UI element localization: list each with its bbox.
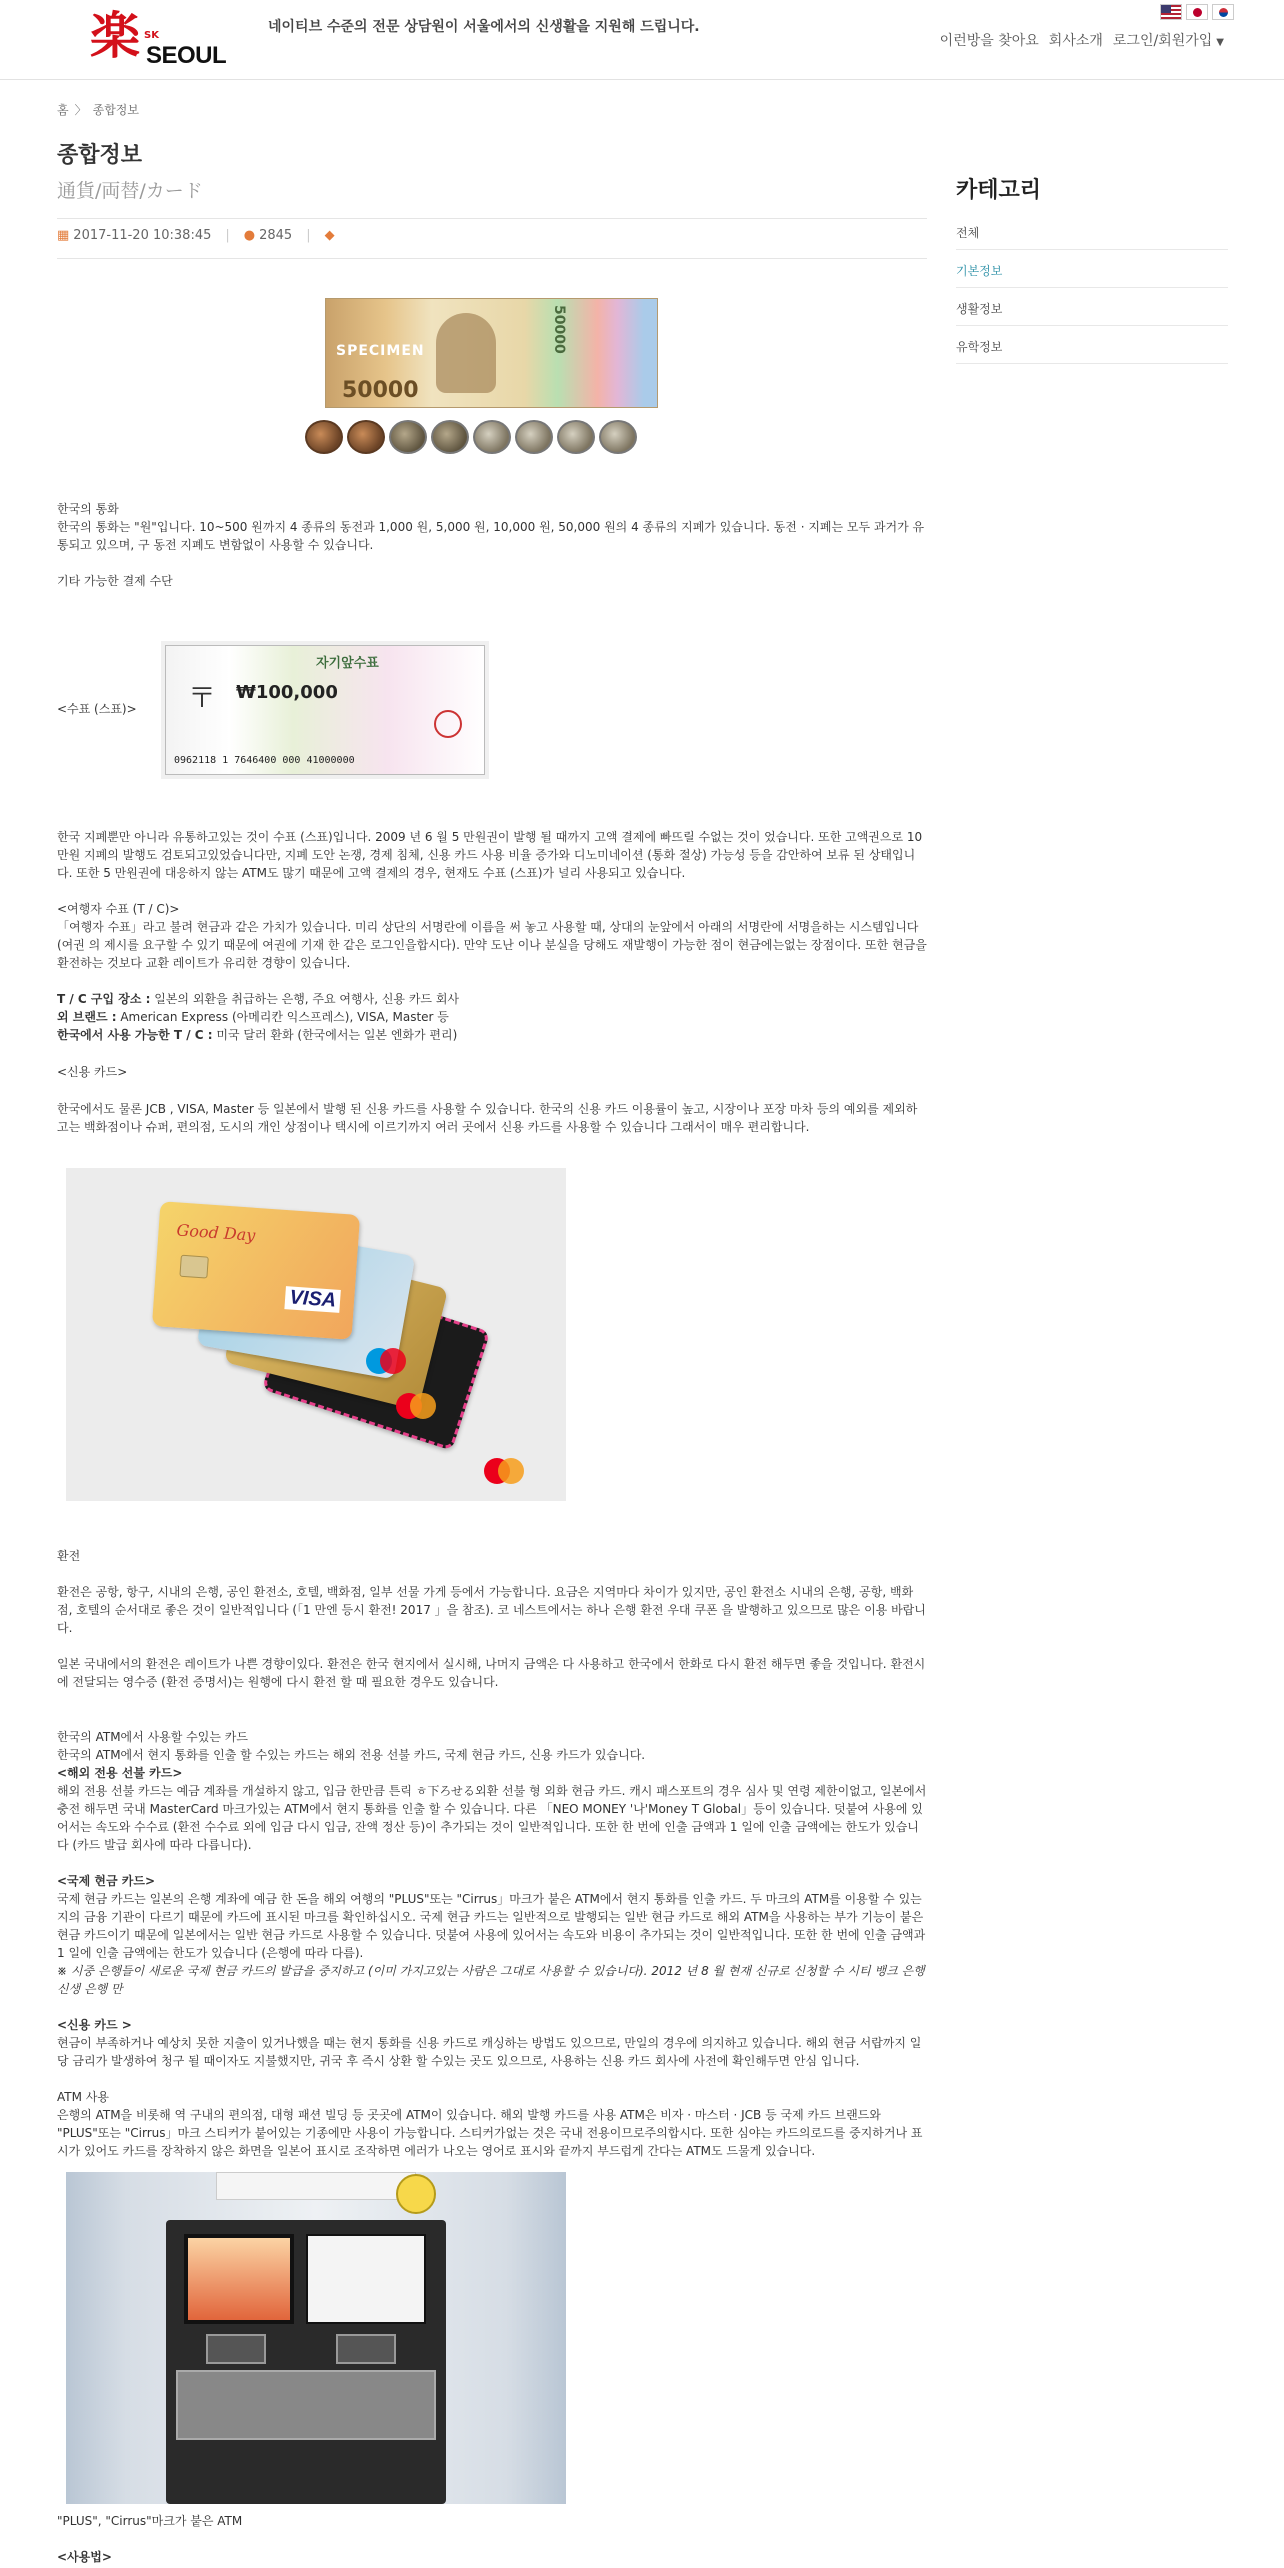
post-meta (57, 228, 339, 243)
atm-use-heading: ATM 사용 (57, 2090, 109, 2104)
nav-login-signup[interactable] (1113, 30, 1224, 50)
coin (473, 420, 511, 454)
check-amount: ₩100,000 (236, 682, 338, 703)
meta-separator: | (225, 228, 230, 243)
tag-icon[interactable]: ◆ (324, 228, 335, 243)
nav-about[interactable]: 회사소개 (1048, 33, 1103, 49)
nav-login-label: 로그인/회원가입 (1112, 33, 1213, 49)
card-chip-icon (179, 1255, 208, 1279)
tc-brand (57, 1008, 927, 1026)
intl-body: 국제 현금 카드는 일본의 은행 계좌에 예금 한 돈을 해외 여행의 "PLUS"또는 "Cirrus」마크가 붙은 ATM에서 현지 통화를 인출 카드. 두 마크의 ATM를 이용할 수 있는 지의 금융 기관이 다르기 때문에 카드에 표시된 마크를 확인하십시오. 국제 현금 카드는 일반적으로 발행되는 일반 현금 카드로 해외 ATM을 사용하는 부가 기능이 붙은 현금 카드이기 때문에 일본에서는 일반 현금 카드로 사용할 수 있습니다. 덧붙여 사용에 있어서는 속도와 비용이 추가되는 것이 일반적입니다. 또한 한 번에 인출 금액과 1 일에 인출 금액에는 한도가 있습니다 (은행에 따라 다름). (57, 1892, 926, 1960)
tc-where-label: T / C 구입 장소 : (57, 992, 151, 1006)
currency-heading: 한국의 통화 (57, 502, 119, 516)
atm-badge-icon (396, 2174, 436, 2214)
header-tagline: 네이티브 수준의 전문 상담원이 서울에서의 신생활을 지원해 드립니다. (268, 19, 700, 35)
banknote-specimen-text: SPECIMEN (336, 343, 425, 359)
korean-coins-image (305, 420, 637, 454)
credit-card (152, 1201, 360, 1340)
exchange-body-2: 일본 국내에서의 환전은 레이트가 나쁜 경향이있다. 환전은 한국 현지에서 실시해, 나머지 금액은 다 사용하고 한국에서 한화로 다시 환전 해두면 좋을 것입니다. 환전시에 전달되는 영수증 (환전 증명서)는 원행에 다시 환전 할 때 필요한 경우도 있습니다. (57, 1657, 926, 1689)
cashier-check-image (165, 645, 485, 775)
logo-sk: SK (144, 30, 159, 41)
mastercard-logo-icon (396, 1393, 436, 1419)
post-date (57, 228, 211, 243)
logo-kanji: 楽 (90, 6, 140, 65)
banknote-side-value: 50000 (551, 305, 567, 354)
tc-usable (57, 1026, 927, 1044)
breadcrumb (57, 101, 139, 118)
tc-where (57, 990, 927, 1008)
atm-image (66, 2172, 566, 2504)
tc-label: <여행자 수표 (T / C)> (57, 902, 180, 916)
jp-flag-icon[interactable] (1186, 4, 1208, 20)
intl-label (57, 1872, 927, 1890)
sidebar-item-basic-info[interactable]: 기본정보 (956, 250, 1228, 288)
usage-label-text: <사용법> (57, 2550, 112, 2564)
tc-usable-label: 한국에서 사용 가능한 T / C : (57, 1028, 213, 1042)
sidebar-item-all[interactable]: 전체 (956, 212, 1228, 250)
sidebar-item-life-info[interactable]: 생활정보 (956, 288, 1228, 326)
cc-label (57, 2016, 927, 2034)
banknote-value: 50000 (342, 378, 419, 403)
coin (347, 420, 385, 454)
cc-body: 현금이 부족하거나 예상치 못한 지출이 있거나했을 때는 현지 통화를 신용 카드로 캐싱하는 방법도 있으므로, 만일의 경우에 의지하고 있습니다. 해외 현금 서랍까지 일당 금리가 발생하여 청구 될 때이자도 지불했지만, 귀국 후 즉시 상환 할 수있는 곳도 있으므로, 사용하는 신용 카드 회사에 사전에 확인해두면 안심 입니다. (57, 2036, 922, 2068)
meta-separator: | (306, 228, 311, 243)
check-title: 자기앞수표 (316, 656, 379, 671)
check-body: 한국 지폐뿐만 아니라 유통하고있는 것이 수표 (스표)입니다. 2009 년 6 월 5 만원권이 발행 될 때까지 고액 결제에 빠뜨릴 수없는 것이 었습니다. 또한 고액권으로 10 만원 지폐의 발행도 검토되고있었습니다만, 지폐 도안 논쟁, 경제 침체, 신용 카드 사용 비율 증가와 디노미네이션 (통화 절상) 가능성 등을 감안하여 보류 된 상태입니다. 또한 5 만원권에 대응하지 않는 ATM도 많기 때문에 고액 결제의 경우, 현재도 수표 (스표)가 널리 사용되고 있습니다. (57, 830, 923, 880)
atm-screen (184, 2234, 294, 2324)
atm-slot (336, 2334, 396, 2364)
credit-cards-image (66, 1168, 566, 1501)
intl-note (57, 1962, 927, 1998)
breadcrumb-current: 종합정보 (92, 103, 139, 117)
maestro-logo-icon (366, 1348, 406, 1374)
page-subtitle: 通貨/両替/カード (57, 180, 203, 202)
korean-banknote-image (325, 298, 658, 408)
us-flag-icon[interactable] (1160, 4, 1182, 20)
bank-logo-icon: 〒 (188, 681, 217, 714)
breadcrumb-home[interactable]: 홈 (57, 103, 69, 117)
divider (57, 218, 927, 219)
tc-brand-label: 외 브랜드 : (57, 1010, 117, 1024)
prepaid-label (57, 1764, 927, 1782)
kr-flag-icon[interactable] (1212, 4, 1234, 20)
atm-slot (206, 2334, 266, 2364)
coin (599, 420, 637, 454)
coin (305, 420, 343, 454)
coin (431, 420, 469, 454)
page-title: 종합정보 (57, 143, 143, 168)
atm-keypad-deck (176, 2370, 436, 2440)
top-nav (940, 30, 1224, 50)
atm-use-body: 은행의 ATM을 비롯해 역 구내의 편의점, 대형 패션 빌딩 등 곳곳에 ATM이 있습니다. 해외 발행 카드를 사용 ATM은 비자 · 마스터 · JCB 등 국제 카드 브랜드와 "PLUS"또는 "Cirrus」마크 스티커가 붙어있는 기종에만 사용이 가능합니다. 스티커가없는 것은 국내 전용이므로주의합시다. 또한 심야는 카드의로드를 중지하거나 표시가 있어도 카드를 장착하지 않은 화면을 일본어 표시로 조작하면 에러가 나오는 영어로 표시와 끝까지 부드럽게 간다는 ATM도 드물게 있습니다. (57, 2108, 923, 2158)
card-brand-text: Good Day (175, 1220, 256, 1245)
comment-icon: ● (243, 228, 256, 243)
sidebar-title: 카테고리 (956, 178, 1042, 203)
exchange-body-1: 환전은 공항, 항구, 시내의 은행, 공인 환전소, 호텔, 백화점, 일부 선물 가게 등에서 가능합니다. 요금은 지역마다 차이가 있지만, 공인 환전소 시내의 은행, 공항, 백화점, 호텔의 순서대로 좋은 것이 일반적입니다 (「1 만엔 등시 환전! 2017 」을 참조). 코 네스트에서는 하나 은행 환전 우대 쿠폰 을 발행하고 있으므로 많은 이용 바랍니다. (57, 1585, 926, 1635)
coin (515, 420, 553, 454)
visa-logo-icon: VISA (285, 1286, 341, 1313)
atm-panel (306, 2234, 426, 2324)
sidebar-item-study-info[interactable]: 유학정보 (956, 326, 1228, 364)
atm-machine (166, 2220, 446, 2504)
logo-text: SEOUL (146, 42, 227, 69)
check-seal (434, 710, 462, 738)
tc-body: 「여행자 수표」라고 불려 현금과 같은 가치가 있습니다. 미리 상단의 서명란에 이름을 써 놓고 사용할 때, 상대의 눈앞에서 아래의 서명란에 서명을하는 시스템입니다 (여권 의 제시를 요구할 수 있기 때문에 여권에 기재 한 같은 로그인을합시다). 만약 도난 이나 분실을 당해도 재발행이 가능한 점이 현금에는없는 장점이다. 또한 현금을 환전하는 것보다 교환 레이트가 유리한 경향이 있습니다. (57, 920, 927, 970)
tc-where-value: 일본의 외환을 취급하는 은행, 주요 여행사, 신용 카드 회사 (150, 992, 460, 1006)
atm-heading: 한국의 ATM에서 사용할 수있는 카드 (57, 1730, 248, 1744)
calendar-icon: ▦ (57, 228, 70, 243)
post-views (244, 228, 292, 243)
mastercard-logo-icon (484, 1458, 524, 1484)
nav-find-room[interactable]: 이런방을 찾아요 (939, 33, 1039, 49)
intl-note-text: ※ 시중 은행들이 새로운 국제 현금 카드의 발급을 중지하고 (이미 가지고있는 사람은 그대로 사용할 수 있습니다). 2012 년 8 월 현재 신규로 신청할 수 시티 뱅크 은행 신생 은행 만 (57, 1964, 925, 1996)
prepaid-label-text: <해외 전용 선불 카드> (57, 1766, 183, 1780)
atm-intro: 한국의 ATM에서 현지 통화를 인출 할 수있는 카드는 해외 전용 선불 카드, 국제 현금 카드, 신용 카드가 있습니다. (57, 1748, 646, 1762)
site-logo[interactable] (90, 8, 230, 72)
language-flags (1160, 4, 1234, 20)
check-micr: 0962118 1 7646400 000 41000000 (174, 755, 355, 766)
usage-label (57, 2548, 927, 2566)
atm-caption: "PLUS", "Cirrus"마크가 붙은 ATM (57, 2514, 243, 2528)
atm-card-logos (216, 2172, 416, 2200)
credit-body: 한국에서도 물론 JCB , VISA, Master 등 일본에서 발행 된 신용 카드를 사용할 수 있습니다. 한국의 신용 카드 이용률이 높고, 시장이나 포장 마차 등의 예외를 제외하고는 백화점이나 슈퍼, 편의점, 도시의 개인 상점이나 택시에 이르기까지 여러 곳에서 신용 카드를 사용할 수 있습니다 그래서이 매우 편리합니다. (57, 1102, 918, 1134)
coin (389, 420, 427, 454)
other-payments-heading: 기타 가능한 결제 수단 (57, 574, 173, 588)
exchange-heading: 환전 (57, 1549, 81, 1563)
caret-down-icon: ▼ (1216, 37, 1224, 48)
site-header (0, 0, 1284, 80)
tc-brand-value: American Express (아메리칸 익스프레스), VISA, Master 등 (116, 1010, 449, 1024)
banknote-portrait (436, 313, 496, 393)
prepaid-body: 해외 전용 선불 카드는 예금 계좌를 개설하지 않고, 입금 한만큼 튼릭 ㅎ下ろせる외환 선불 형 외화 현금 카드. 캐시 패스포트의 경우 심사 및 연령 제한이없고, 일본에서 충전 해두면 국내 MasterCard 마크가있는 ATM에서 현지 통화를 인출 할 수 있습니다. 다른 「NEO MONEY '나'Money T Global」등이 있습니다. 덧붙여 사용에 있어서는 속도와 수수료 (환전 수수료 외에 입금 다시 입금, 잔액 정산 등)이 추가되는 것이 일반적입니다. 또한 한 번에 인출 금액과 1 일에 인출 금액에는 한도가 있습니다 (카드 발급 회사에 따라 다릅니다). (57, 1784, 927, 1852)
divider (57, 258, 927, 259)
cc-label-text: <신용 카드 > (57, 2018, 132, 2032)
post-date-value: 2017-11-20 10:38:45 (73, 228, 212, 243)
currency-body: 한국의 통화는 "원"입니다. 10~500 원까지 4 종류의 동전과 1,000 원, 5,000 원, 10,000 원, 50,000 원의 4 종류의 지폐가 있습니다. 동전 · 지폐는 모두 과거가 유통되고 있으며, 구 동전 지폐도 변함없이 사용할 수 있습니다. (57, 520, 925, 552)
intl-label-text: <국제 현금 카드> (57, 1874, 156, 1888)
check-label: <수표 (스표)> (57, 702, 137, 716)
tc-usable-value: 미국 달러 환화 (한국에서는 일본 엔화가 편리) (212, 1028, 458, 1042)
post-views-value: 2845 (259, 228, 293, 243)
coin (557, 420, 595, 454)
breadcrumb-separator: 〉 (74, 103, 87, 117)
credit-label: <신용 카드> (57, 1065, 128, 1079)
